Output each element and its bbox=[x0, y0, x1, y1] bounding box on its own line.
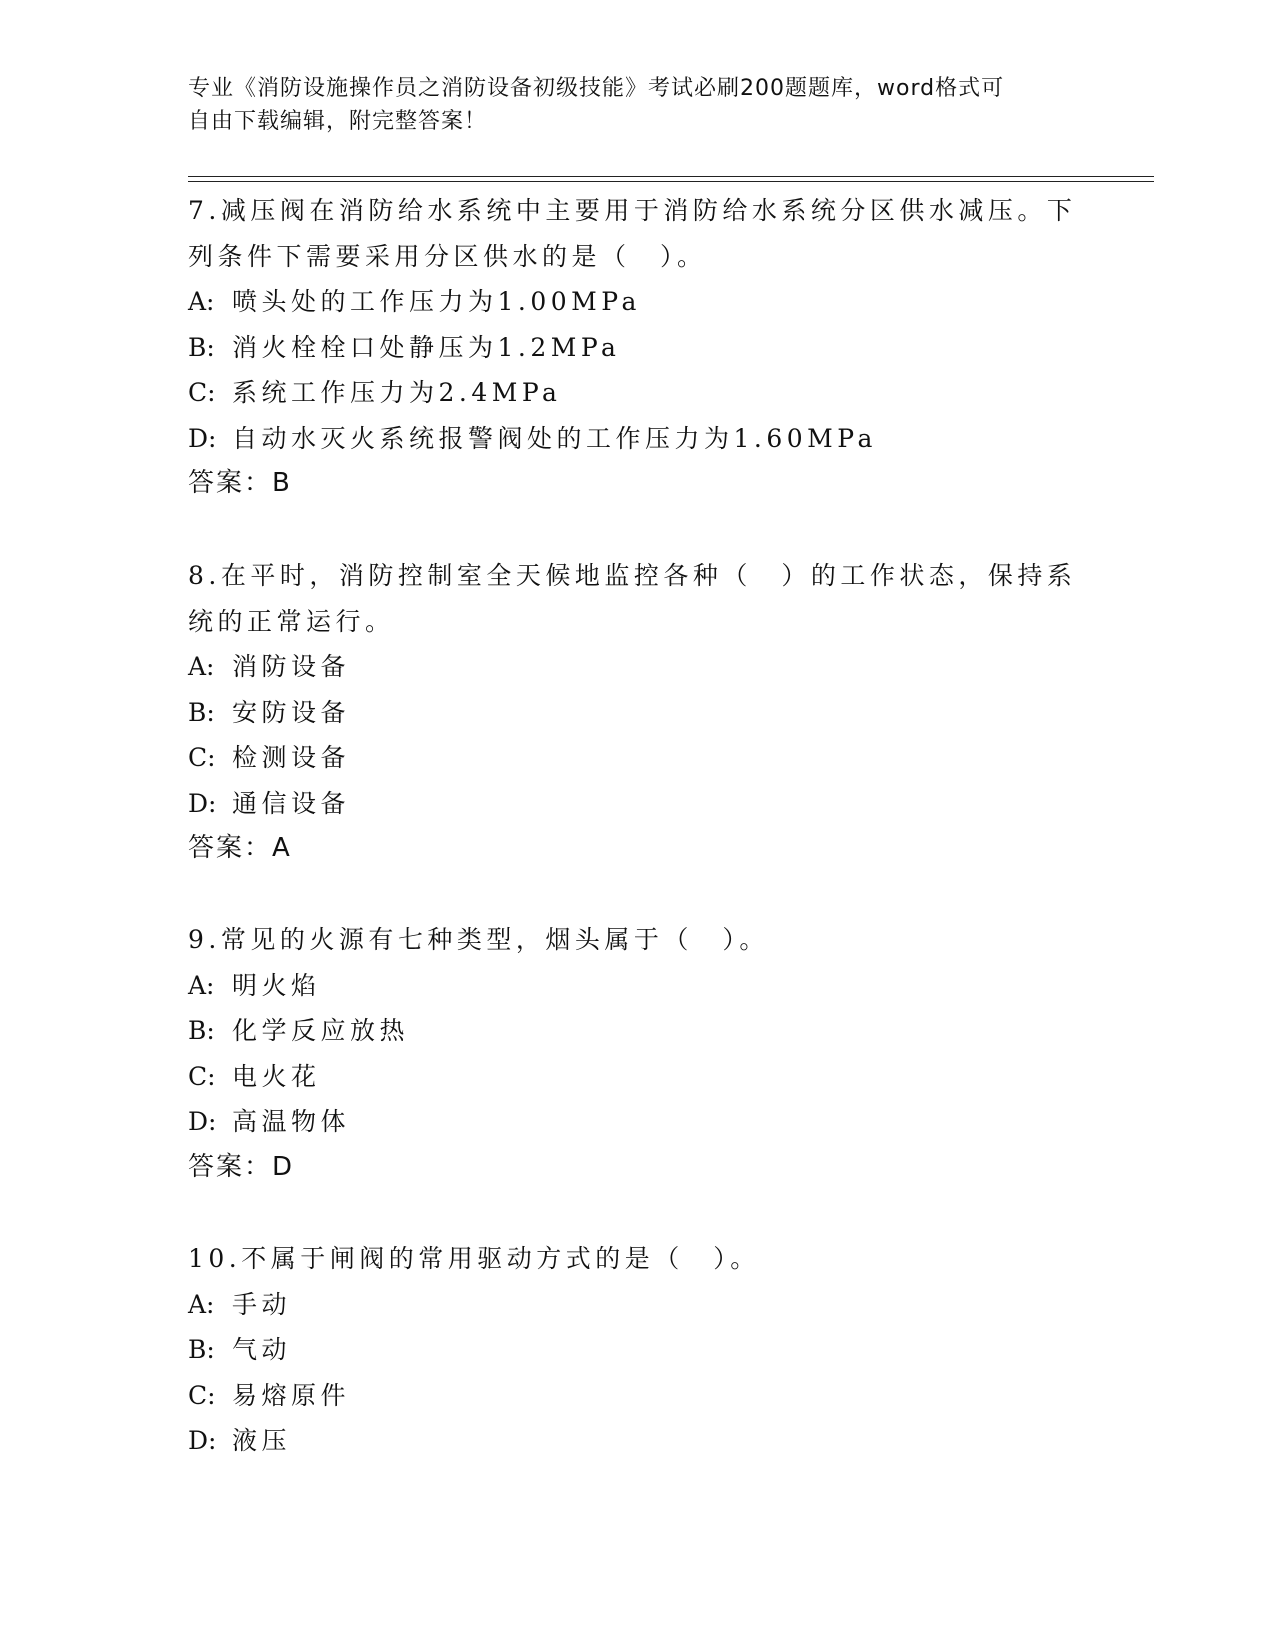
option-c bbox=[188, 370, 1088, 416]
header-divider-bottom bbox=[188, 181, 1154, 182]
option-d bbox=[188, 781, 1088, 827]
header-line-2: 自由下载编辑，附完整答案！ bbox=[188, 109, 488, 134]
option-text: 易熔原件 bbox=[232, 1380, 351, 1410]
option-letter: B: bbox=[188, 1335, 215, 1364]
option-text: 电火花 bbox=[232, 1061, 321, 1091]
option-letter: C: bbox=[188, 743, 216, 772]
option-letter: B: bbox=[188, 697, 215, 727]
option-letter: C: bbox=[188, 1380, 216, 1410]
option-b bbox=[188, 325, 1088, 371]
question-9 bbox=[188, 917, 1088, 1190]
option-letter: D: bbox=[188, 1426, 217, 1455]
option-letter: A: bbox=[188, 652, 215, 681]
option-text: 化学反应放热 bbox=[232, 1016, 410, 1045]
option-d bbox=[188, 1099, 1088, 1145]
option-letter: C: bbox=[188, 378, 216, 407]
question-stem-line: 统的正常运行。 bbox=[188, 606, 395, 636]
option-text: 消火栓栓口处静压为1.2MPa bbox=[232, 332, 621, 362]
option-letter: D: bbox=[188, 1107, 217, 1136]
option-letter: C: bbox=[188, 1061, 216, 1091]
answer-line: 答案：D bbox=[188, 1151, 295, 1182]
question-stem-line: 8.在平时，消防控制室全天候地监控各种（ ）的工作状态，保持系 bbox=[188, 561, 1077, 590]
option-text: 明火焰 bbox=[232, 970, 321, 1000]
option-b bbox=[188, 690, 1088, 736]
option-text: 检测设备 bbox=[232, 743, 351, 772]
header-line-1: 专业《消防设施操作员之消防设备初级技能》考试必刷200题题库，word格式可 bbox=[188, 76, 1005, 101]
option-letter: B: bbox=[188, 332, 215, 362]
option-text: 手动 bbox=[232, 1289, 292, 1319]
option-c bbox=[188, 735, 1088, 781]
answer-line: 答案：B bbox=[188, 468, 292, 498]
option-letter: A: bbox=[188, 287, 215, 316]
option-d bbox=[188, 416, 1088, 462]
option-d bbox=[188, 1418, 1088, 1464]
option-a bbox=[188, 963, 1088, 1009]
option-c bbox=[188, 1373, 1088, 1419]
option-letter: D: bbox=[188, 423, 217, 453]
option-b bbox=[188, 1008, 1088, 1054]
option-letter: A: bbox=[188, 1289, 215, 1319]
option-text: 安防设备 bbox=[232, 697, 351, 727]
option-c bbox=[188, 1054, 1088, 1100]
question-8 bbox=[188, 553, 1088, 872]
answer-line: 答案：A bbox=[188, 833, 292, 863]
option-text: 系统工作压力为2.4MPa bbox=[232, 378, 562, 407]
option-text: 消防设备 bbox=[232, 652, 351, 681]
question-10 bbox=[188, 1236, 1088, 1464]
option-text: 液压 bbox=[232, 1426, 292, 1455]
option-text: 自动水灭火系统报警阀处的工作压力为1.60MPa bbox=[232, 423, 877, 453]
question-stem-line: 列条件下需要采用分区供水的是（ ）。 bbox=[188, 241, 707, 271]
option-b bbox=[188, 1327, 1088, 1373]
option-a bbox=[188, 644, 1088, 690]
option-letter: A: bbox=[188, 970, 215, 1000]
option-letter: D: bbox=[188, 788, 217, 818]
question-stem-line: 7.减压阀在消防给水系统中主要用于消防给水系统分区供水减压。下 bbox=[188, 196, 1077, 225]
option-text: 高温物体 bbox=[232, 1107, 351, 1136]
option-text: 气动 bbox=[232, 1335, 292, 1364]
option-text: 通信设备 bbox=[232, 788, 351, 818]
header-divider-top bbox=[188, 176, 1154, 177]
option-text: 喷头处的工作压力为1.00MPa bbox=[232, 287, 641, 316]
question-stem-line: 9.常见的火源有七种类型，烟头属于（ ）。 bbox=[188, 925, 769, 954]
question-7 bbox=[188, 188, 1088, 507]
option-letter: B: bbox=[188, 1016, 215, 1045]
option-a bbox=[188, 1282, 1088, 1328]
question-stem-line: 10.不属于闸阀的常用驱动方式的是（ ）。 bbox=[188, 1244, 760, 1273]
document-header bbox=[188, 72, 1088, 138]
option-a bbox=[188, 279, 1088, 325]
